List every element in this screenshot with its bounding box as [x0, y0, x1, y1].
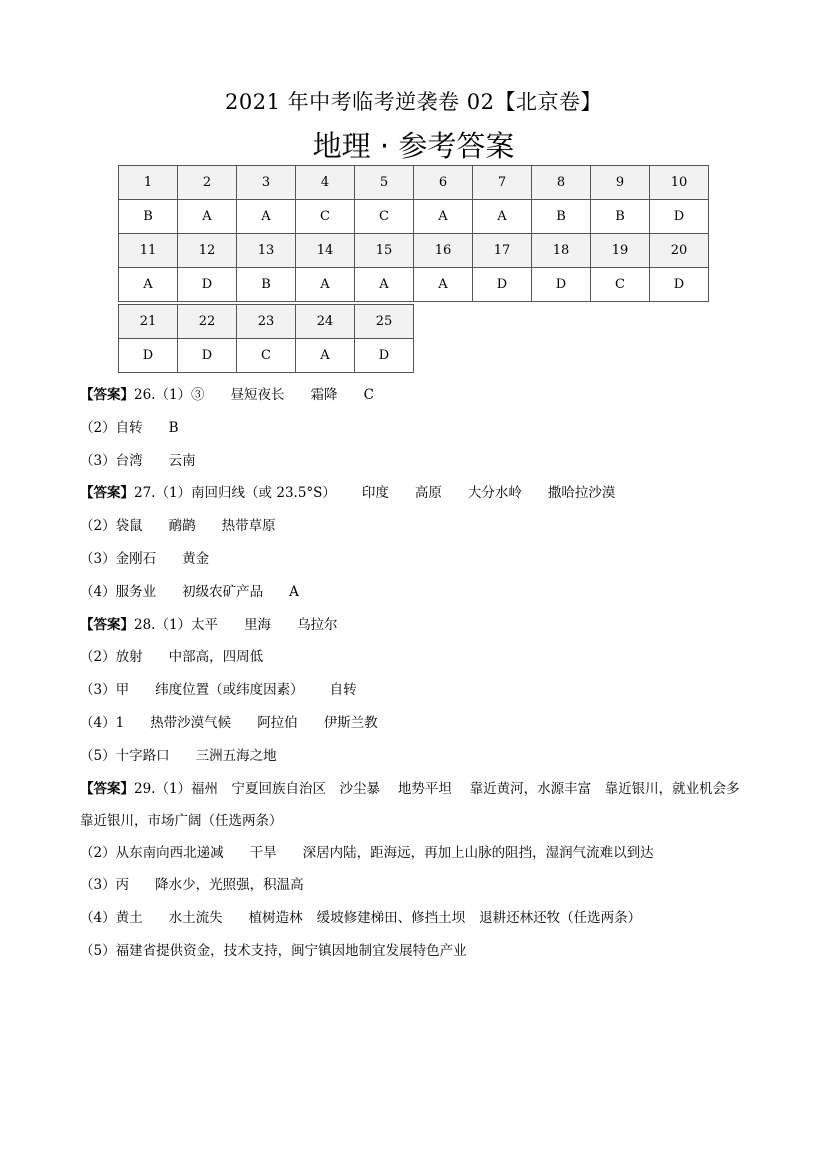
- answer-cell: C: [355, 200, 414, 234]
- answer-cell: A: [296, 339, 355, 373]
- question-number-cell: 25: [355, 305, 414, 339]
- question-number-cell: 17: [473, 234, 532, 268]
- question-number-cell: 7: [473, 166, 532, 200]
- answer-item: 深居内陆，距海远，再加上山脉的阻挡，湿润气流难以到达: [302, 844, 654, 861]
- answer-item: （4）黄土: [80, 910, 143, 927]
- question-number-cell: 23: [237, 305, 296, 339]
- answer-cell: A: [414, 268, 473, 302]
- answer-item: （3）甲: [80, 682, 130, 699]
- answer-item: 干旱: [249, 844, 277, 861]
- answer-item: （4）服务业: [80, 583, 157, 600]
- question-number-cell: 6: [414, 166, 473, 200]
- answer-item: 初级农矿产品: [182, 583, 264, 600]
- answer-cell: C: [296, 200, 355, 234]
- answer-cell: D: [650, 268, 709, 302]
- page-title: 2021 年中考临考逆袭卷 02【北京卷】: [224, 90, 602, 114]
- answer-tag: 【答案】: [80, 387, 134, 403]
- question-number-cell: 11: [119, 234, 178, 268]
- answer-item: （4）1: [80, 714, 125, 731]
- answer-item: （2）放射: [80, 649, 143, 666]
- answer-line: [80, 379, 752, 412]
- question-number-cell: 19: [591, 234, 650, 268]
- question-number-cell: 13: [237, 234, 296, 268]
- answer-item: 29.（1）福州 宁夏回族自治区 沙尘暴 地势平坦 靠近黄河，水源丰富 靠近银川，就业机会多 靠近银川，市场广阔（任选两条）: [80, 780, 754, 829]
- answer-cell: D: [650, 200, 709, 234]
- answer-cell: C: [237, 339, 296, 373]
- question-number-cell: 8: [532, 166, 591, 200]
- answer-item: （3）台湾: [80, 452, 143, 469]
- answer-item: 阿拉伯: [257, 714, 298, 731]
- answer-tag: 【答案】: [80, 616, 134, 633]
- question-number-cell: 22: [178, 305, 237, 339]
- answer-cell: D: [532, 268, 591, 302]
- answer-line: [80, 837, 752, 870]
- question-number-cell: 21: [119, 305, 178, 339]
- answer-line: [80, 707, 752, 740]
- answer-item: 大分水岭: [467, 485, 522, 502]
- answer-cell: A: [473, 200, 532, 234]
- answer-item: 霜降: [310, 387, 338, 403]
- table-row: [119, 305, 414, 339]
- answer-item: 纬度位置（或纬度因素）: [155, 682, 304, 699]
- answer-line: [80, 869, 752, 902]
- table-row: [119, 339, 414, 373]
- answer-cell: A: [296, 268, 355, 302]
- answer-line: [80, 773, 752, 837]
- table-row: [119, 166, 709, 200]
- answer-item: 伊斯兰教: [323, 714, 378, 731]
- answer-item: C: [363, 387, 374, 403]
- answer-line: [80, 935, 752, 968]
- answer-cell: B: [119, 200, 178, 234]
- answer-item: （2）袋鼠: [80, 518, 143, 535]
- answer-line: [80, 609, 752, 642]
- answer-item: 热带沙漠气候: [150, 714, 232, 731]
- answer-cell: D: [178, 339, 237, 373]
- answer-line: [80, 477, 752, 510]
- answer-item: 植树造林: [248, 910, 303, 927]
- answer-table-1-25: [118, 165, 709, 302]
- answer-cell: D: [119, 339, 178, 373]
- answer-cell: D: [178, 268, 237, 302]
- answer-table-21-25: [118, 304, 414, 373]
- table-row: [119, 268, 709, 302]
- answer-line: [80, 412, 752, 445]
- answer-tag: 【答案】: [80, 780, 134, 797]
- answer-item: 印度: [361, 485, 389, 502]
- question-number-cell: 2: [178, 166, 237, 200]
- answer-item: 里海: [244, 616, 272, 633]
- answer-item: B: [168, 419, 179, 436]
- answer-item: 水土流失: [168, 910, 223, 927]
- question-number-cell: 5: [355, 166, 414, 200]
- question-number-cell: 14: [296, 234, 355, 268]
- answer-item: 26.（1）③: [134, 387, 205, 403]
- answer-cell: A: [178, 200, 237, 234]
- question-number-cell: 1: [119, 166, 178, 200]
- answers-section: [80, 379, 752, 968]
- answer-item: 乌拉尔: [297, 616, 338, 633]
- answer-cell: A: [237, 200, 296, 234]
- table-row: [119, 234, 709, 268]
- answer-item: （5）福建省提供资金，技术支持，闽宁镇因地制宜发展特色产业: [80, 942, 467, 959]
- answer-item: （3）金刚石: [80, 550, 157, 567]
- answer-item: A: [289, 583, 299, 600]
- answer-line: [80, 445, 752, 478]
- answer-item: 三洲五海之地: [195, 747, 277, 764]
- answer-item: 中部高，四周低: [168, 649, 264, 666]
- answer-item: 降水少，光照强，积温高: [155, 877, 304, 894]
- answer-item: 黄金: [182, 550, 210, 567]
- answer-item: （5）十字路口: [80, 747, 170, 764]
- answer-line: [80, 510, 752, 543]
- answer-cell: B: [591, 200, 650, 234]
- answer-item: 缓坡修建梯田、修挡土坝: [316, 910, 466, 927]
- question-number-cell: 9: [591, 166, 650, 200]
- question-number-cell: 18: [532, 234, 591, 268]
- answer-line: [80, 543, 752, 576]
- answer-line: [80, 674, 752, 707]
- page-subtitle: 地理 · 参考答案: [312, 129, 515, 163]
- answer-item: 高原: [414, 485, 442, 502]
- question-number-cell: 15: [355, 234, 414, 268]
- answer-item: （2）自转: [80, 419, 143, 436]
- question-number-cell: 4: [296, 166, 355, 200]
- answer-item: 27.（1）南回归线（或 23.5°S）: [134, 485, 336, 502]
- answer-cell: A: [414, 200, 473, 234]
- answer-item: （3）丙: [80, 877, 130, 894]
- answer-cell: B: [532, 200, 591, 234]
- answer-item: 自转: [329, 682, 357, 699]
- question-number-cell: 20: [650, 234, 709, 268]
- question-number-cell: 10: [650, 166, 709, 200]
- answer-item: 昼短夜长: [230, 387, 285, 403]
- answer-cell: D: [473, 268, 532, 302]
- question-number-cell: 24: [296, 305, 355, 339]
- answer-cell: C: [591, 268, 650, 302]
- answer-line: [80, 740, 752, 773]
- answer-cell: B: [237, 268, 296, 302]
- answer-line: [80, 576, 752, 609]
- answer-cell: D: [355, 339, 414, 373]
- answer-item: 28.（1）太平: [134, 616, 219, 633]
- question-number-cell: 12: [178, 234, 237, 268]
- answer-cell: A: [119, 268, 178, 302]
- question-number-cell: 3: [237, 166, 296, 200]
- question-number-cell: 16: [414, 234, 473, 268]
- answer-item: 鸸鹋: [168, 518, 196, 535]
- answer-item: （2）从东南向西北递减: [80, 844, 224, 861]
- answer-item: 退耕还林还牧（任选两条）: [479, 910, 642, 927]
- table-row: [119, 200, 709, 234]
- answer-item: 热带草原: [221, 518, 276, 535]
- answer-item: 云南: [168, 452, 196, 469]
- answer-cell: A: [355, 268, 414, 302]
- answer-tag: 【答案】: [80, 485, 134, 502]
- answer-line: [80, 902, 752, 935]
- answer-item: 撒哈拉沙漠: [547, 485, 616, 502]
- answer-line: [80, 641, 752, 674]
